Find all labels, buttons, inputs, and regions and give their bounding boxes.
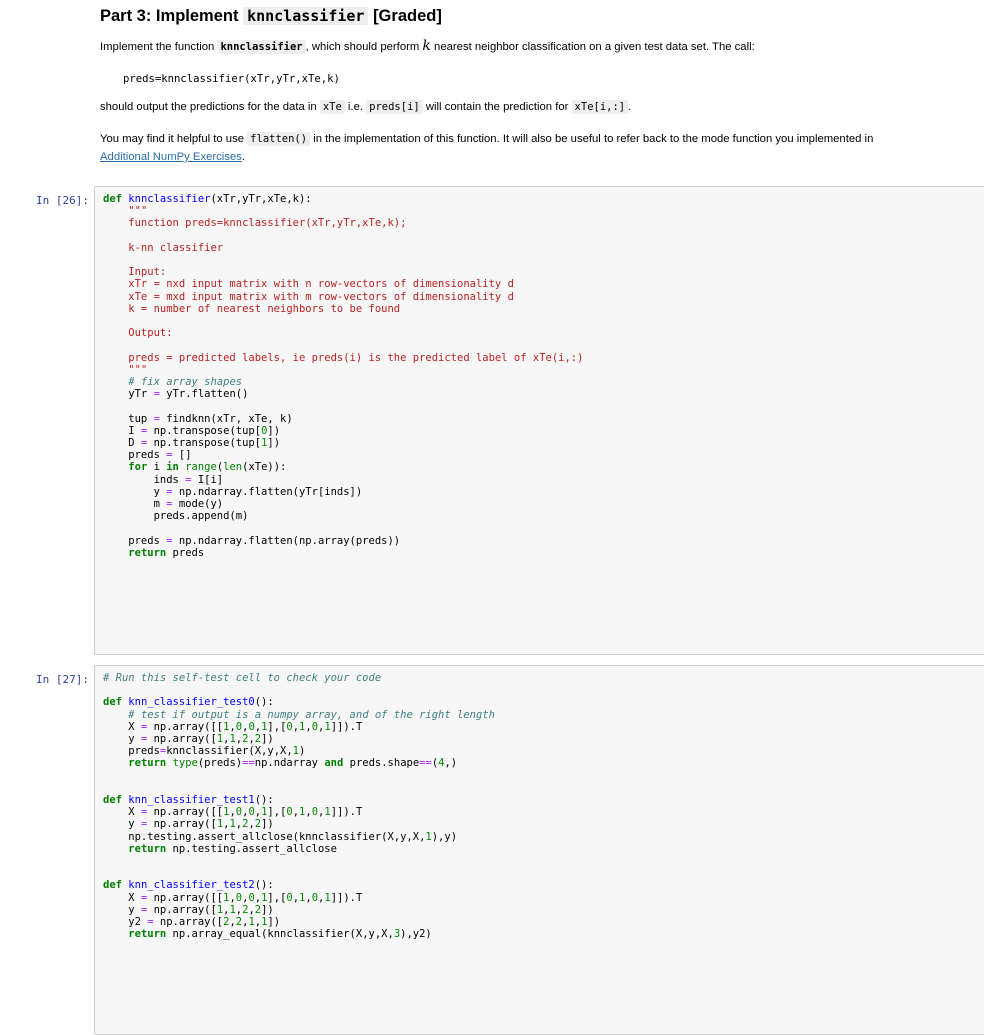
- call-example: preds=knnclassifier(xTr,yTr,xTe,k): [123, 73, 340, 85]
- section-heading: Part 3: Implement knnclassifier [Graded]: [100, 7, 442, 25]
- code-cell[interactable]: [94, 186, 984, 655]
- code-cell[interactable]: [94, 665, 984, 1035]
- inline-code: preds[i]: [366, 100, 423, 114]
- inline-code: flatten(): [247, 132, 310, 146]
- inline-code: xTe[i,:]: [572, 100, 629, 114]
- hint-paragraph-cont: Additional NumPy Exercises.: [100, 151, 246, 163]
- inline-code: xTe: [320, 100, 345, 114]
- cell-prompt: In [26]:: [36, 194, 89, 207]
- inline-code: knnclassifier: [217, 40, 305, 54]
- additional-numpy-link[interactable]: Additional NumPy Exercises: [100, 151, 242, 163]
- cell-prompt: In [27]:: [36, 673, 89, 686]
- intro-paragraph: Implement the function knnclassifier , which should perform k nearest neighbor classification on a given test data set. The call:: [100, 38, 755, 54]
- code-editor[interactable]: def knnclassifier(xTr,yTr,xTe,k): """ function preds=knnclassifier(xTr,yTr,xTe,k); k-nn classifier Input: xTr = nxd input matrix with n row-vectors of dimensionality d xTe = mxd input matrix with m row-vectors of dimensionality d k = number of nearest neighbors to be found Output: preds = predicted labels, ie preds(i) is the predicted label of xTe(i,:) """ # fix array shapes yTr = yTr.flatten() tup = findknn(xTr, xTe, k) I = np.transpose(tup[0]) D = np.transpose(tup[1]) preds = [] for i in range(len(xTe)): inds = I[i] y = np.ndarray.flatten(yTr[inds]) m = mode(y) preds.append(m) preds = np.ndarray.flatten(np.array(preds)) return preds: [103, 193, 584, 559]
- hint-paragraph: You may find it helpful to use flatten() in the implementation of this function. It will also be useful to refer back to the mode function you implemented in: [100, 133, 874, 145]
- code-editor[interactable]: # Run this self-test cell to check your code def knn_classifier_test0(): # test if output is a numpy array, and of the right length X = np.array([[1,0,0,1],[0,1,0,1]]).T y = np.array([1,1,2,2]) preds=knnclassifier(X,y,X,1) return type(preds)==np.ndarray and preds.shape==(4,) def knn_classifier_test1(): X = np.array([[1,0,0,1],[0,1,0,1]]).T y = np.array([1,1,2,2]) np.testing.assert_allclose(knnclassifier(X,y,X,1),y) return np.testing.assert_allclose def knn_classifier_test2(): X = np.array([[1,0,0,1],[0,1,0,1]]).T y = np.array([1,1,2,2]) y2 = np.array([2,2,1,1]) return np.array_equal(knnclassifier(X,y,X,3),y2): [103, 672, 495, 941]
- heading-code: knnclassifier: [243, 7, 368, 25]
- math-k: k: [422, 38, 431, 54]
- output-paragraph: should output the predictions for the data in xTe i.e. preds[i] will contain the prediction for xTe[i,:] .: [100, 101, 632, 113]
